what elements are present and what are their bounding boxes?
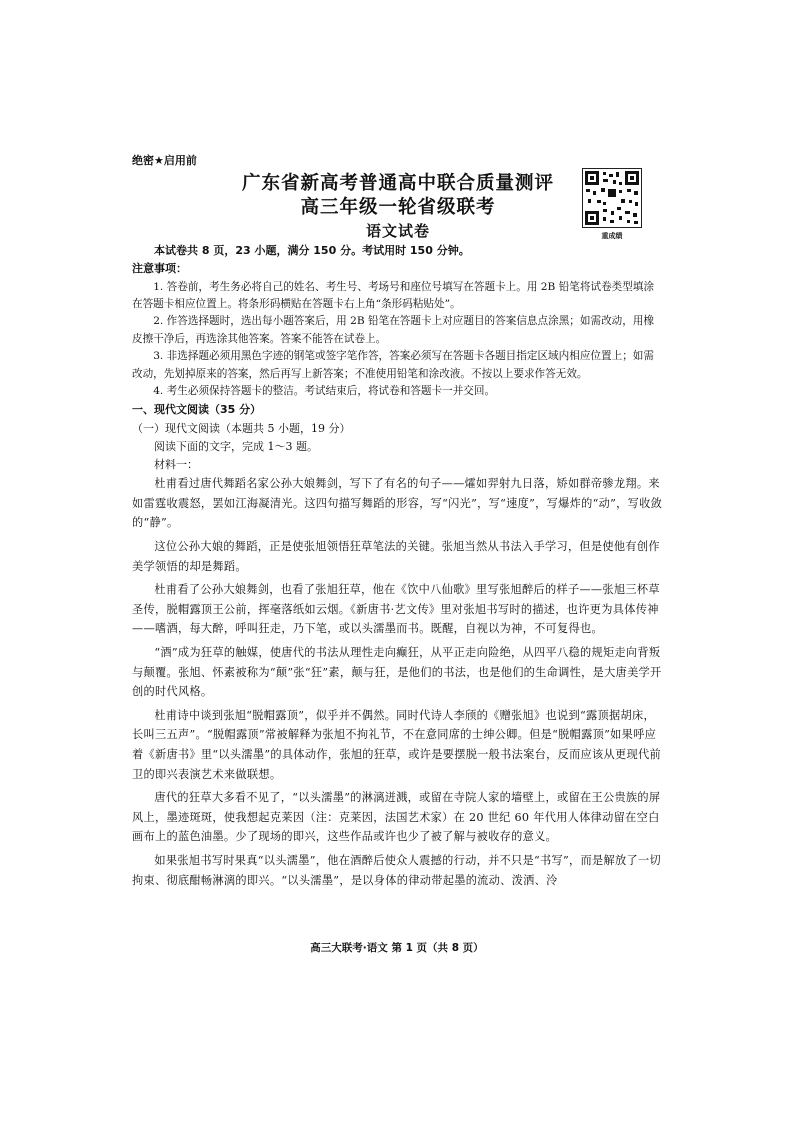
article-paragraph: 唐代的狂草大多看不见了，“以头濡墨”的淋漓迸溅，或留在寺院人家的墙壁上，或留在王公贵族的屏风上，墨迹斑斑，使我想起克莱因（注：克莱因，法国艺术家）在 20 世纪 60 年代用人体律动留在空白画布上的蓝色油墨。少了现场的即兴，这些作品或许也少了被了解与被收存的意义。 [132, 791, 661, 844]
article-paragraph: 如果张旭书写时果真“以头濡墨”，他在酒醉后使众人震撼的行动，并不只是“书写”，而是解放了一切拘束、彻底酣畅淋漓的即兴。“以头濡墨”，是以身体的律动带起墨的流动、泼洒、泠 [132, 853, 661, 887]
reading-instruction: 阅读下面的文字，完成 1～3 题。 [154, 439, 318, 453]
subsection-heading: （一）现代文阅读（本题共 5 小题，19 分） [132, 421, 351, 435]
subject-title: 语文试卷 [365, 222, 430, 241]
notice-item: 1. 答卷前，考生务必将自己的姓名、考生号、考场号和座位号填写在答题卡上。用 2B 铅笔将试卷类型填涂在答题卡相应位置上。将条形码横贴在答题卡右上角“条形码粘贴处”。 [132, 280, 655, 311]
exam-title: 广东省新高考普通高中联合质量测评 [241, 173, 554, 195]
exam-meta: 本试卷共 8 页，23 小题，满分 150 分。考试用时 150 分钟。 [154, 244, 470, 258]
article-paragraph: 杜甫看过唐代舞蹈名家公孙大娘舞剑，写下了有名的句子——㸌如羿射九日落，矫如群帝骖龙翔。来如雷霆收震怒，罢如江海凝清光。这四句描写舞蹈的形容，写“闪光”，写“速度”，写爆炸的“动”，写收敛的“静”。 [132, 477, 663, 530]
article-body [132, 474, 664, 890]
material-label: 材料一： [154, 458, 198, 472]
article-paragraph: 杜甫看了公孙大娘舞剑，也看了张旭狂草，他在《饮中八仙歌》里写张旭醉后的样子——张旭三杯草圣传，脱帽露顶王公前，挥毫落纸如云烟。《新唐书·艺文传》里对张旭书写时的描述，也许更为具体传神——嗜酒，每大醉，呼叫狂走，乃下笔，或以头濡墨而书。既醒，自视以为神，不可复得也。 [132, 583, 660, 636]
notice-item: 4. 考生必须保持答题卡的整洁。考试结束后，将试卷和答题卡一并交回。 [153, 385, 496, 398]
qr-label: 重成绩 [601, 232, 623, 240]
article-paragraph: 杜甫诗中谈到张旭“脱帽露顶”，似乎并不偶然。同时代诗人李颀的《赠张旭》也说到“露顶据胡床，长叫三五声”。“脱帽露顶”常被解释为张旭不拘礼节，不在意同席的士绅公卿。但是“脱帽露顶”如果呼应着《新唐书》里“以头濡墨”的具体动作，张旭的狂草，或许是要摆脱一般书法案台，反而应该从更现代前卫的即兴表演艺术来做联想。 [132, 708, 661, 781]
article-paragraph: “酒”成为狂草的触媒，使唐代的书法从理性走向癫狂，从平正走向险绝，从四平八稳的规矩走向背叛与颠覆。张旭、怀素被称为“颠”张“狂”素，颠与狂，是他们的书法，也是他们的生命调性，是大唐美学开创的时代风格。 [132, 646, 662, 699]
exam-page [132, 152, 664, 894]
confidential-label: 绝密★启用前 [132, 154, 197, 167]
notice-heading: 注意事项： [132, 262, 187, 276]
notice-item: 3. 非选择题必须用黑色字迹的钢笔或签字笔作答，答案必须写在答题卡各题目指定区域内相应位置上；如需改动，先划掉原来的答案，然后再写上新答案；不准使用铅笔和涂改液。不按以上要求作答无效。 [132, 350, 654, 380]
notice-item: 2. 作答选择题时，选出每小题答案后，用 2B 铅笔在答题卡上对应题目的答案信息点涂黑；如需改动，用橡皮擦干净后，再选涂其他答案。答案不能答在试卷上。 [132, 315, 655, 345]
page-footer: 高三大联考·语文 第 1 页（共 8 页） [310, 942, 484, 954]
notice-list [132, 279, 664, 401]
exam-subtitle: 高三年级一轮省级联考 [300, 197, 496, 219]
section-heading: 一、现代文阅读（35 分） [132, 403, 262, 417]
article-paragraph: 这位公孙大娘的舞蹈，正是使张旭领悟狂草笔法的关键。张旭当然从书法入手学习，但是使他有创作美学领悟的却是舞蹈。 [132, 540, 660, 573]
